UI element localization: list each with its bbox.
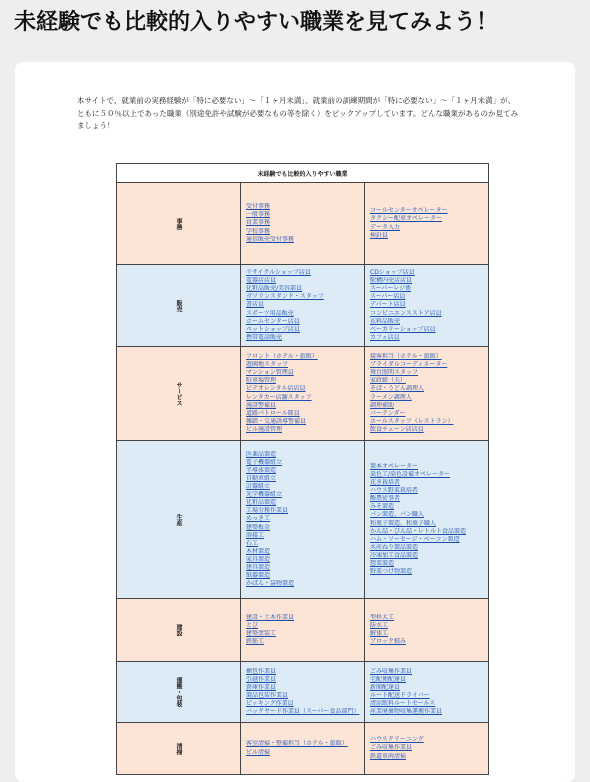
job-link[interactable]: めっき工: [246, 515, 270, 523]
job-link[interactable]: 家具製造: [246, 555, 271, 563]
job-list-left: [241, 662, 365, 723]
job-link[interactable]: データ入力: [370, 223, 401, 231]
job-link[interactable]: バーテンダー: [370, 409, 406, 417]
job-link[interactable]: 産業廃棄物収集運搬作業員: [370, 708, 443, 716]
job-link[interactable]: みそ製造: [370, 503, 395, 511]
job-link[interactable]: 通信販売受付事務: [246, 235, 295, 243]
job-link[interactable]: ビデオレンタル店店員: [246, 385, 306, 393]
job-list-right: [365, 183, 489, 265]
job-link[interactable]: コンビニエンスストア店員: [370, 309, 442, 317]
job-list-left: [241, 183, 365, 265]
job-link[interactable]: 製本オペレーター: [370, 462, 419, 470]
job-link[interactable]: デパート店員: [370, 301, 406, 309]
job-link[interactable]: ハウス野菜栽培者: [370, 487, 418, 495]
job-link[interactable]: 和菓子製造、和菓子職人: [370, 519, 437, 527]
job-link[interactable]: 営業事務: [246, 219, 271, 227]
job-list-left: [241, 347, 365, 441]
job-link[interactable]: かばん・袋物製造: [246, 580, 295, 588]
job-link[interactable]: 防水工: [370, 621, 389, 629]
job-link[interactable]: スポーツ用品販売: [246, 309, 294, 317]
job-list-right: [365, 347, 489, 441]
job-link[interactable]: ホームセンター店員: [246, 317, 300, 325]
job-link[interactable]: 解体工: [370, 630, 389, 637]
job-link[interactable]: ごみ収集作業員: [370, 667, 413, 675]
job-list-left: [241, 441, 365, 599]
job-list-left: [241, 265, 365, 347]
job-link[interactable]: 染色工/染色設備オペレーター: [370, 470, 451, 478]
job-link[interactable]: スーパー店員: [370, 293, 406, 301]
job-link[interactable]: 家政婦（夫）: [370, 377, 407, 385]
job-link[interactable]: ブライダルコーディネーター: [370, 361, 448, 369]
job-link[interactable]: スーパーレジ係: [370, 285, 412, 293]
job-link[interactable]: 衣料品販売: [370, 317, 401, 325]
job-link[interactable]: 型枠大工: [370, 613, 395, 621]
job-link[interactable]: ルート配送ドライバー: [370, 692, 430, 699]
category-label: 事務: [117, 183, 241, 265]
job-link[interactable]: とび: [246, 621, 259, 629]
job-list-left: [241, 723, 365, 775]
job-link[interactable]: バックヤード作業員（スーパー食品部門）: [246, 708, 360, 716]
job-link[interactable]: ピッキング作業員: [246, 700, 294, 708]
job-list-right: [365, 662, 489, 723]
job-link[interactable]: 一般事務: [246, 211, 271, 219]
category-label: 販売: [117, 265, 241, 347]
job-link[interactable]: ビル施設管理: [246, 425, 283, 433]
job-link[interactable]: 光学機器組立: [246, 491, 283, 499]
job-link[interactable]: 工場労務作業員: [246, 507, 289, 515]
category-label: 生産: [117, 441, 241, 599]
job-link[interactable]: 建設・土木作業員: [246, 613, 295, 621]
job-link[interactable]: 電器店店員: [246, 277, 277, 285]
job-link[interactable]: カフェ店員: [370, 333, 400, 341]
job-link[interactable]: 半導体製造: [246, 466, 277, 474]
intro-text: 本サイトで、就業前の実務経験が「特に必要ない」〜「１ヶ月未満」、就業前の訓練期間が「特に必要ない」〜「１ヶ月未満」が、ともに５０％以上であった職業（別途免許や試験が必要なもの等を除く）をピックアップしています。どんな職業があるのか見てみましょう！: [77, 96, 518, 130]
job-link[interactable]: 接客担当（ホテル・旅館）: [370, 353, 442, 361]
job-link[interactable]: ベーカリーショップ店員: [370, 325, 436, 333]
job-link[interactable]: 建築板金: [246, 523, 271, 531]
category-row: [117, 347, 489, 441]
job-link[interactable]: 電子機器組立: [246, 458, 283, 466]
job-link[interactable]: 鉄道車両清掃: [370, 752, 407, 760]
job-list-right: [365, 441, 489, 599]
job-link[interactable]: 化粧品販売/美容部員: [246, 285, 303, 293]
job-link[interactable]: パン製造、パン職人: [370, 511, 425, 519]
category-row: [117, 183, 489, 265]
job-link[interactable]: ごみ収集作業員: [370, 744, 413, 752]
job-link[interactable]: 溶接工: [246, 531, 265, 539]
job-link[interactable]: ハム・ソーセージ・ベーコン製造: [370, 535, 460, 543]
job-link[interactable]: タクシー配車オペレーター: [370, 215, 443, 223]
category-label: サービス: [117, 347, 241, 441]
job-link[interactable]: 道路パトロール隊員: [246, 409, 300, 417]
job-link[interactable]: 製品包装作業員: [246, 692, 289, 699]
job-link[interactable]: 梱包作業員: [246, 667, 277, 675]
job-link[interactable]: かん詰・びん詰・レトルト食品製造: [370, 527, 467, 535]
job-link[interactable]: 引越作業員: [246, 675, 277, 683]
job-link[interactable]: 携帯電話販売: [246, 333, 283, 341]
job-link[interactable]: ラーメン調理人: [370, 393, 412, 401]
job-link[interactable]: 舞台照明スタッフ: [370, 369, 419, 377]
category-label: 建設: [117, 599, 241, 662]
job-link[interactable]: ビル清掃: [246, 748, 271, 756]
category-row: [117, 662, 489, 723]
category-row: [117, 723, 489, 775]
job-link[interactable]: 新聞配達員: [370, 683, 401, 691]
category-label: 清掃: [117, 723, 241, 775]
job-link[interactable]: 倉庫作業員: [246, 683, 277, 691]
job-link[interactable]: 自動車組立: [246, 474, 277, 482]
job-link[interactable]: ハウスクリーニング: [370, 736, 424, 744]
job-link[interactable]: 野菜つけ物製造: [370, 568, 413, 576]
job-link[interactable]: 鉄筋工: [246, 638, 265, 646]
job-link[interactable]: CDショップ店員: [370, 269, 415, 277]
category-row: [117, 441, 489, 599]
job-link[interactable]: 検針員: [370, 231, 389, 239]
job-list-left: [241, 599, 365, 662]
job-link[interactable]: ペットショップ店員: [246, 325, 300, 333]
job-link[interactable]: リサイクルショップ店員: [246, 269, 311, 277]
job-link[interactable]: 調理補助: [370, 401, 395, 409]
job-link[interactable]: 受付事務: [246, 203, 271, 211]
job-link[interactable]: 化粧品製造: [246, 499, 277, 507]
category-row: [117, 599, 489, 662]
job-list-right: [365, 723, 489, 775]
job-link[interactable]: 建具製造: [246, 564, 271, 572]
job-link[interactable]: そば・うどん調理人: [370, 385, 425, 393]
category-row: [117, 265, 489, 347]
job-link[interactable]: 雑踏・交通誘導警備員: [246, 417, 307, 425]
jobs-table: [116, 163, 489, 775]
job-link[interactable]: 学校事務: [246, 227, 271, 235]
category-label: 運搬・包装: [117, 662, 241, 723]
job-link[interactable]: ガソリンスタンド・スタッフ: [246, 293, 324, 301]
job-link[interactable]: コールセンターオペレーター: [370, 207, 448, 215]
job-link[interactable]: ホールスタッフ（レストラン）: [370, 417, 454, 425]
job-link[interactable]: フロント（ホテル・旅館）: [246, 353, 318, 361]
page-title: 未経験でも比較的入りやすい職業を見てみよう！: [14, 10, 499, 35]
content-card: [15, 62, 575, 782]
job-link[interactable]: 駅構内売店店員: [370, 277, 413, 285]
job-link[interactable]: 石工: [246, 539, 259, 547]
job-link[interactable]: 酪農従事者: [370, 495, 401, 503]
job-link[interactable]: 惣菜製造: [370, 559, 395, 567]
job-link[interactable]: 建築塗装工: [246, 630, 277, 637]
job-link[interactable]: 紙器製造: [246, 572, 271, 580]
job-link[interactable]: 計器組立: [246, 483, 271, 491]
job-link[interactable]: 飲食チェーン店店員: [370, 425, 424, 433]
job-link[interactable]: 医薬品製造: [246, 450, 277, 458]
job-link[interactable]: 遊園地スタッフ: [246, 361, 289, 369]
job-link[interactable]: レンタカー店舗スタッフ: [246, 393, 312, 401]
job-link[interactable]: 花き栽培者: [370, 479, 401, 487]
job-list-right: [365, 599, 489, 662]
job-link[interactable]: 書店員: [246, 301, 265, 309]
table-caption: 未経験でも比較的入りやすい職業: [117, 164, 489, 183]
job-link[interactable]: 駐車場管理: [246, 377, 277, 385]
jobs-table-body: [117, 183, 489, 775]
job-link[interactable]: 宅配便配達員: [370, 675, 407, 683]
job-link[interactable]: 清涼飲料ルートセールス: [370, 700, 436, 708]
job-link[interactable]: 木材製造: [246, 547, 271, 555]
job-link[interactable]: 水産ねり製品製造: [370, 543, 419, 551]
job-link[interactable]: ブロック積み: [370, 638, 406, 646]
job-link[interactable]: 施設警備員: [246, 401, 277, 409]
job-list-right: [365, 265, 489, 347]
job-link[interactable]: 冷凍加工食品製造: [370, 551, 419, 559]
job-link[interactable]: 客室清掃・整備担当（ホテル・旅館）: [246, 740, 348, 748]
job-link[interactable]: マンション管理員: [246, 369, 294, 377]
